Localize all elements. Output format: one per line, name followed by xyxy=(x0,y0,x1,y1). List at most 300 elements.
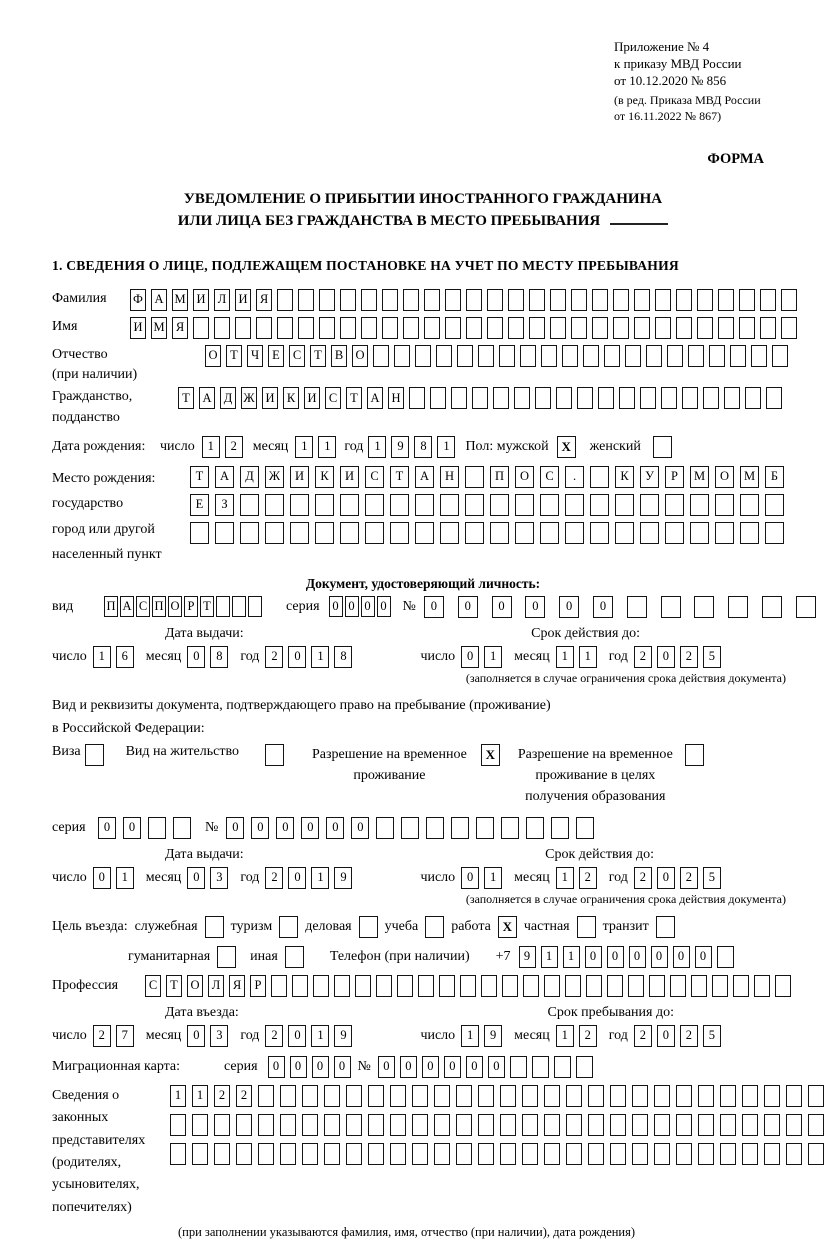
char-cell[interactable]: Т xyxy=(166,975,182,997)
char-cell[interactable]: И xyxy=(304,387,320,409)
char-cell[interactable] xyxy=(390,1114,406,1136)
char-cell[interactable]: 0 xyxy=(226,817,244,839)
char-cell[interactable] xyxy=(540,494,559,516)
char-cell[interactable] xyxy=(715,522,734,544)
char-cell[interactable] xyxy=(541,345,557,367)
char-cell[interactable] xyxy=(436,345,452,367)
char-cell[interactable] xyxy=(403,317,419,339)
purpose-other-checkbox[interactable] xyxy=(285,946,304,968)
char-cell[interactable]: И xyxy=(290,466,309,488)
char-cell[interactable]: 1 xyxy=(556,867,574,889)
char-cell[interactable] xyxy=(676,1114,692,1136)
char-cell[interactable] xyxy=(640,494,659,516)
char-cell[interactable] xyxy=(526,817,544,839)
char-cell[interactable]: И xyxy=(193,289,209,311)
char-cell[interactable] xyxy=(324,1114,340,1136)
char-cell[interactable] xyxy=(236,1114,252,1136)
char-cell[interactable]: О xyxy=(168,596,182,617)
char-cell[interactable] xyxy=(412,1114,428,1136)
char-cell[interactable] xyxy=(576,1056,593,1078)
char-cell[interactable] xyxy=(786,1085,802,1107)
char-cell[interactable]: 0 xyxy=(378,1056,395,1078)
char-cell[interactable] xyxy=(514,387,530,409)
char-cell[interactable]: 1 xyxy=(318,436,336,458)
char-cell[interactable] xyxy=(214,1143,230,1165)
char-cell[interactable]: 0 xyxy=(695,946,712,968)
char-cell[interactable] xyxy=(265,522,284,544)
char-cell[interactable] xyxy=(466,317,482,339)
char-cell[interactable] xyxy=(576,817,594,839)
char-cell[interactable]: 0 xyxy=(422,1056,439,1078)
char-cell[interactable] xyxy=(690,522,709,544)
char-cell[interactable] xyxy=(598,387,614,409)
char-cell[interactable] xyxy=(232,596,246,617)
char-cell[interactable]: 2 xyxy=(579,1025,597,1047)
char-cell[interactable] xyxy=(390,522,409,544)
char-cell[interactable] xyxy=(445,289,461,311)
char-cell[interactable]: 9 xyxy=(391,436,409,458)
char-cell[interactable] xyxy=(365,494,384,516)
char-cell[interactable]: С xyxy=(325,387,341,409)
char-cell[interactable] xyxy=(697,317,713,339)
char-cell[interactable] xyxy=(451,817,469,839)
char-cell[interactable] xyxy=(667,345,683,367)
char-cell[interactable] xyxy=(346,1114,362,1136)
char-cell[interactable] xyxy=(661,387,677,409)
char-cell[interactable] xyxy=(604,345,620,367)
char-cell[interactable]: 0 xyxy=(288,1025,306,1047)
char-cell[interactable] xyxy=(544,975,560,997)
char-cell[interactable]: А xyxy=(215,466,234,488)
char-cell[interactable] xyxy=(764,1114,780,1136)
char-cell[interactable]: 0 xyxy=(288,646,306,668)
char-cell[interactable] xyxy=(298,289,314,311)
char-cell[interactable]: 0 xyxy=(466,1056,483,1078)
char-cell[interactable] xyxy=(280,1143,296,1165)
char-cell[interactable] xyxy=(478,1114,494,1136)
char-cell[interactable]: 0 xyxy=(187,867,205,889)
char-cell[interactable] xyxy=(724,387,740,409)
char-cell[interactable]: 9 xyxy=(484,1025,502,1047)
char-cell[interactable]: 0 xyxy=(301,817,319,839)
char-cell[interactable] xyxy=(412,1085,428,1107)
char-cell[interactable] xyxy=(655,317,671,339)
char-cell[interactable] xyxy=(490,522,509,544)
char-cell[interactable] xyxy=(670,975,686,997)
char-cell[interactable] xyxy=(730,345,746,367)
char-cell[interactable] xyxy=(248,596,262,617)
char-cell[interactable]: М xyxy=(740,466,759,488)
char-cell[interactable] xyxy=(751,345,767,367)
char-cell[interactable]: И xyxy=(262,387,278,409)
char-cell[interactable]: Я xyxy=(229,975,245,997)
char-cell[interactable] xyxy=(415,522,434,544)
char-cell[interactable] xyxy=(265,494,284,516)
char-cell[interactable]: О xyxy=(187,975,203,997)
char-cell[interactable]: 0 xyxy=(424,596,444,618)
char-cell[interactable]: А xyxy=(199,387,215,409)
char-cell[interactable] xyxy=(478,1085,494,1107)
char-cell[interactable]: 1 xyxy=(311,867,329,889)
char-cell[interactable]: 0 xyxy=(492,596,512,618)
char-cell[interactable] xyxy=(781,317,797,339)
char-cell[interactable]: Т xyxy=(200,596,214,617)
char-cell[interactable] xyxy=(728,596,748,618)
char-cell[interactable] xyxy=(640,387,656,409)
char-cell[interactable] xyxy=(515,494,534,516)
char-cell[interactable] xyxy=(500,1114,516,1136)
char-cell[interactable] xyxy=(610,1143,626,1165)
purpose-tourism-checkbox[interactable] xyxy=(279,916,298,938)
char-cell[interactable] xyxy=(522,1114,538,1136)
char-cell[interactable]: 8 xyxy=(210,646,228,668)
char-cell[interactable]: Т xyxy=(226,345,242,367)
char-cell[interactable] xyxy=(424,289,440,311)
char-cell[interactable]: И xyxy=(130,317,146,339)
char-cell[interactable]: 2 xyxy=(265,646,283,668)
char-cell[interactable] xyxy=(361,289,377,311)
char-cell[interactable] xyxy=(415,494,434,516)
purpose-private-checkbox[interactable] xyxy=(577,916,596,938)
char-cell[interactable] xyxy=(510,1056,527,1078)
char-cell[interactable] xyxy=(540,522,559,544)
sex-male-checkbox[interactable]: X xyxy=(557,436,576,458)
char-cell[interactable] xyxy=(550,289,566,311)
char-cell[interactable] xyxy=(487,289,503,311)
char-cell[interactable] xyxy=(808,1143,824,1165)
char-cell[interactable] xyxy=(258,1143,274,1165)
purpose-transit-checkbox[interactable] xyxy=(656,916,675,938)
char-cell[interactable] xyxy=(566,1085,582,1107)
char-cell[interactable] xyxy=(376,817,394,839)
char-cell[interactable] xyxy=(476,817,494,839)
char-cell[interactable] xyxy=(313,975,329,997)
char-cell[interactable]: М xyxy=(690,466,709,488)
char-cell[interactable]: 1 xyxy=(563,946,580,968)
char-cell[interactable] xyxy=(649,975,665,997)
char-cell[interactable] xyxy=(544,1114,560,1136)
char-cell[interactable] xyxy=(465,466,484,488)
char-cell[interactable]: 2 xyxy=(265,1025,283,1047)
char-cell[interactable]: 1 xyxy=(170,1085,186,1107)
char-cell[interactable]: С xyxy=(365,466,384,488)
char-cell[interactable]: О xyxy=(352,345,368,367)
char-cell[interactable] xyxy=(409,387,425,409)
char-cell[interactable]: М xyxy=(151,317,167,339)
char-cell[interactable] xyxy=(529,317,545,339)
char-cell[interactable] xyxy=(280,1085,296,1107)
char-cell[interactable]: Р xyxy=(184,596,198,617)
char-cell[interactable] xyxy=(718,317,734,339)
char-cell[interactable] xyxy=(390,1143,406,1165)
char-cell[interactable]: О xyxy=(515,466,534,488)
char-cell[interactable] xyxy=(698,1114,714,1136)
char-cell[interactable]: 1 xyxy=(541,946,558,968)
char-cell[interactable]: 8 xyxy=(414,436,432,458)
char-cell[interactable] xyxy=(691,975,707,997)
char-cell[interactable] xyxy=(590,494,609,516)
char-cell[interactable] xyxy=(472,387,488,409)
char-cell[interactable] xyxy=(368,1085,384,1107)
char-cell[interactable]: 0 xyxy=(93,867,111,889)
char-cell[interactable]: Т xyxy=(390,466,409,488)
char-cell[interactable]: 3 xyxy=(210,1025,228,1047)
char-cell[interactable]: Д xyxy=(240,466,259,488)
char-cell[interactable] xyxy=(665,522,684,544)
char-cell[interactable] xyxy=(424,317,440,339)
char-cell[interactable] xyxy=(613,289,629,311)
char-cell[interactable] xyxy=(615,522,634,544)
purpose-humanitarian-checkbox[interactable] xyxy=(217,946,236,968)
char-cell[interactable] xyxy=(577,387,593,409)
char-cell[interactable] xyxy=(500,1143,516,1165)
visa-checkbox[interactable] xyxy=(85,744,104,766)
char-cell[interactable] xyxy=(478,345,494,367)
char-cell[interactable] xyxy=(712,975,728,997)
char-cell[interactable]: 1 xyxy=(484,867,502,889)
char-cell[interactable] xyxy=(554,1056,571,1078)
char-cell[interactable] xyxy=(676,289,692,311)
char-cell[interactable] xyxy=(682,387,698,409)
char-cell[interactable] xyxy=(460,975,476,997)
char-cell[interactable] xyxy=(290,494,309,516)
char-cell[interactable] xyxy=(214,1114,230,1136)
char-cell[interactable] xyxy=(502,975,518,997)
char-cell[interactable]: 0 xyxy=(290,1056,307,1078)
char-cell[interactable] xyxy=(340,522,359,544)
char-cell[interactable] xyxy=(499,345,515,367)
char-cell[interactable]: Т xyxy=(310,345,326,367)
char-cell[interactable]: 2 xyxy=(236,1085,252,1107)
char-cell[interactable]: 0 xyxy=(98,817,116,839)
char-cell[interactable] xyxy=(403,289,419,311)
char-cell[interactable] xyxy=(515,522,534,544)
char-cell[interactable] xyxy=(742,1114,758,1136)
char-cell[interactable] xyxy=(535,387,551,409)
char-cell[interactable]: 5 xyxy=(703,867,721,889)
char-cell[interactable]: 1 xyxy=(295,436,313,458)
char-cell[interactable] xyxy=(302,1114,318,1136)
char-cell[interactable] xyxy=(368,1143,384,1165)
char-cell[interactable] xyxy=(717,946,734,968)
char-cell[interactable]: 2 xyxy=(579,867,597,889)
char-cell[interactable]: Л xyxy=(214,289,230,311)
char-cell[interactable] xyxy=(277,317,293,339)
char-cell[interactable] xyxy=(698,1143,714,1165)
char-cell[interactable]: 0 xyxy=(351,817,369,839)
purpose-official-checkbox[interactable] xyxy=(205,916,224,938)
char-cell[interactable] xyxy=(625,345,641,367)
char-cell[interactable] xyxy=(754,975,770,997)
char-cell[interactable] xyxy=(765,494,784,516)
char-cell[interactable] xyxy=(324,1143,340,1165)
char-cell[interactable]: 0 xyxy=(629,946,646,968)
char-cell[interactable]: 0 xyxy=(377,596,391,617)
purpose-work-checkbox[interactable]: X xyxy=(498,916,517,938)
char-cell[interactable]: 0 xyxy=(187,646,205,668)
char-cell[interactable]: Ф xyxy=(130,289,146,311)
char-cell[interactable] xyxy=(739,289,755,311)
char-cell[interactable]: 0 xyxy=(673,946,690,968)
char-cell[interactable] xyxy=(544,1085,560,1107)
char-cell[interactable] xyxy=(654,1114,670,1136)
char-cell[interactable] xyxy=(628,975,644,997)
char-cell[interactable]: . xyxy=(565,466,584,488)
char-cell[interactable] xyxy=(703,387,719,409)
char-cell[interactable]: 0 xyxy=(361,596,375,617)
char-cell[interactable] xyxy=(764,1085,780,1107)
char-cell[interactable]: Н xyxy=(440,466,459,488)
char-cell[interactable] xyxy=(215,522,234,544)
char-cell[interactable] xyxy=(418,975,434,997)
char-cell[interactable]: О xyxy=(715,466,734,488)
char-cell[interactable] xyxy=(588,1114,604,1136)
char-cell[interactable] xyxy=(720,1114,736,1136)
char-cell[interactable] xyxy=(456,1143,472,1165)
char-cell[interactable] xyxy=(690,494,709,516)
char-cell[interactable] xyxy=(457,345,473,367)
char-cell[interactable] xyxy=(632,1143,648,1165)
char-cell[interactable]: 9 xyxy=(334,1025,352,1047)
char-cell[interactable]: Л xyxy=(208,975,224,997)
char-cell[interactable]: 5 xyxy=(703,1025,721,1047)
char-cell[interactable]: Ч xyxy=(247,345,263,367)
char-cell[interactable]: 7 xyxy=(116,1025,134,1047)
char-cell[interactable]: 1 xyxy=(116,867,134,889)
char-cell[interactable]: Т xyxy=(190,466,209,488)
char-cell[interactable]: Я xyxy=(256,289,272,311)
char-cell[interactable] xyxy=(613,317,629,339)
char-cell[interactable]: К xyxy=(315,466,334,488)
char-cell[interactable] xyxy=(676,1143,692,1165)
char-cell[interactable]: Т xyxy=(346,387,362,409)
char-cell[interactable] xyxy=(434,1085,450,1107)
char-cell[interactable] xyxy=(235,317,251,339)
char-cell[interactable] xyxy=(487,317,503,339)
char-cell[interactable] xyxy=(397,975,413,997)
char-cell[interactable] xyxy=(324,1085,340,1107)
char-cell[interactable] xyxy=(240,522,259,544)
char-cell[interactable]: И xyxy=(235,289,251,311)
char-cell[interactable] xyxy=(280,1114,296,1136)
char-cell[interactable]: 1 xyxy=(484,646,502,668)
char-cell[interactable] xyxy=(775,975,791,997)
char-cell[interactable]: К xyxy=(283,387,299,409)
residence-permit-checkbox[interactable] xyxy=(265,744,284,766)
char-cell[interactable] xyxy=(173,817,191,839)
char-cell[interactable] xyxy=(170,1143,186,1165)
char-cell[interactable]: 1 xyxy=(311,1025,329,1047)
char-cell[interactable]: 0 xyxy=(488,1056,505,1078)
char-cell[interactable]: 1 xyxy=(556,1025,574,1047)
char-cell[interactable] xyxy=(439,975,455,997)
char-cell[interactable] xyxy=(565,494,584,516)
char-cell[interactable] xyxy=(740,494,759,516)
char-cell[interactable] xyxy=(302,1085,318,1107)
char-cell[interactable] xyxy=(298,317,314,339)
char-cell[interactable]: 2 xyxy=(214,1085,230,1107)
char-cell[interactable] xyxy=(376,975,392,997)
char-cell[interactable]: 0 xyxy=(461,646,479,668)
char-cell[interactable]: П xyxy=(152,596,166,617)
char-cell[interactable] xyxy=(583,345,599,367)
char-cell[interactable]: 2 xyxy=(634,1025,652,1047)
char-cell[interactable]: 1 xyxy=(192,1085,208,1107)
char-cell[interactable] xyxy=(760,317,776,339)
char-cell[interactable]: А xyxy=(151,289,167,311)
char-cell[interactable]: 1 xyxy=(556,646,574,668)
char-cell[interactable] xyxy=(214,317,230,339)
char-cell[interactable]: 1 xyxy=(311,646,329,668)
char-cell[interactable] xyxy=(566,1114,582,1136)
char-cell[interactable]: 6 xyxy=(116,646,134,668)
char-cell[interactable] xyxy=(522,1143,538,1165)
char-cell[interactable] xyxy=(739,317,755,339)
char-cell[interactable]: 2 xyxy=(634,867,652,889)
sex-female-checkbox[interactable] xyxy=(653,436,672,458)
char-cell[interactable]: С xyxy=(540,466,559,488)
char-cell[interactable] xyxy=(694,596,714,618)
char-cell[interactable] xyxy=(718,289,734,311)
char-cell[interactable] xyxy=(456,1085,472,1107)
char-cell[interactable]: Т xyxy=(178,387,194,409)
char-cell[interactable] xyxy=(610,1114,626,1136)
char-cell[interactable] xyxy=(520,345,536,367)
char-cell[interactable]: 2 xyxy=(265,867,283,889)
char-cell[interactable] xyxy=(796,596,816,618)
char-cell[interactable] xyxy=(426,817,444,839)
char-cell[interactable] xyxy=(334,975,350,997)
char-cell[interactable] xyxy=(192,1143,208,1165)
char-cell[interactable] xyxy=(619,387,635,409)
char-cell[interactable]: О xyxy=(205,345,221,367)
char-cell[interactable] xyxy=(478,1143,494,1165)
char-cell[interactable]: 1 xyxy=(579,646,597,668)
char-cell[interactable] xyxy=(340,494,359,516)
char-cell[interactable] xyxy=(592,289,608,311)
char-cell[interactable] xyxy=(456,1114,472,1136)
char-cell[interactable] xyxy=(319,317,335,339)
purpose-business-checkbox[interactable] xyxy=(359,916,378,938)
char-cell[interactable] xyxy=(412,1143,428,1165)
char-cell[interactable]: 0 xyxy=(276,817,294,839)
char-cell[interactable] xyxy=(627,596,647,618)
char-cell[interactable] xyxy=(394,345,410,367)
char-cell[interactable] xyxy=(148,817,166,839)
char-cell[interactable] xyxy=(434,1114,450,1136)
char-cell[interactable] xyxy=(451,387,467,409)
char-cell[interactable] xyxy=(654,1143,670,1165)
char-cell[interactable] xyxy=(786,1114,802,1136)
char-cell[interactable] xyxy=(571,317,587,339)
char-cell[interactable]: 0 xyxy=(251,817,269,839)
char-cell[interactable] xyxy=(632,1085,648,1107)
char-cell[interactable]: 2 xyxy=(680,867,698,889)
char-cell[interactable] xyxy=(465,522,484,544)
char-cell[interactable] xyxy=(808,1114,824,1136)
char-cell[interactable] xyxy=(571,289,587,311)
char-cell[interactable]: Ж xyxy=(241,387,257,409)
char-cell[interactable] xyxy=(654,1085,670,1107)
char-cell[interactable]: А xyxy=(415,466,434,488)
char-cell[interactable] xyxy=(490,494,509,516)
char-cell[interactable]: 8 xyxy=(334,646,352,668)
char-cell[interactable] xyxy=(745,387,761,409)
char-cell[interactable] xyxy=(290,522,309,544)
char-cell[interactable] xyxy=(786,1143,802,1165)
char-cell[interactable] xyxy=(698,1085,714,1107)
char-cell[interactable]: 2 xyxy=(93,1025,111,1047)
